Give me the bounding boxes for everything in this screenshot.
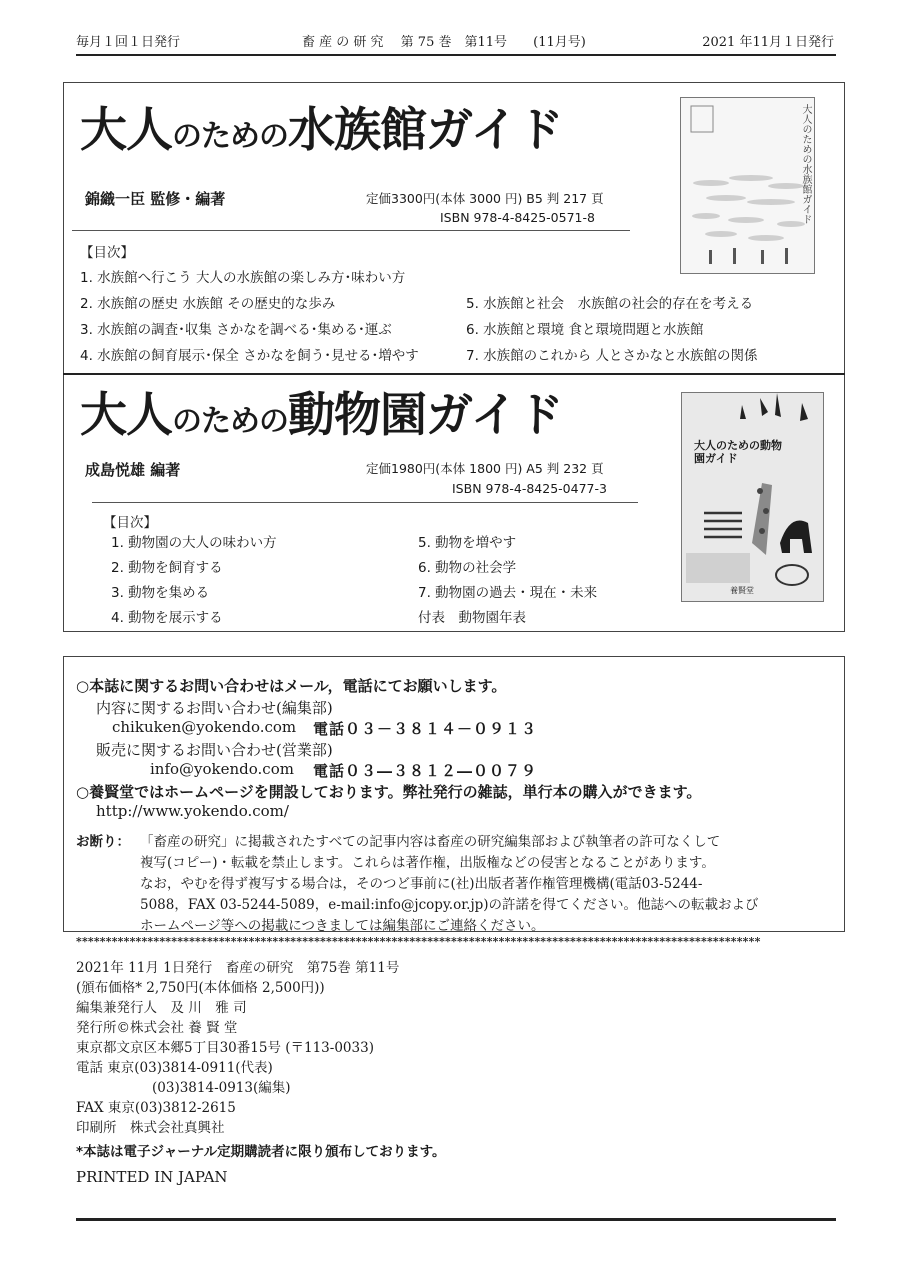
book2-toc-item: 5. 動物を増やす [418, 535, 517, 551]
book2-toc-item: 3. 動物を集める [111, 585, 210, 601]
book1-cover-image [680, 97, 815, 274]
colophon-editor: 編集兼発行人 及 川 雅 司 [76, 1000, 247, 1016]
colophon-price: (頒布価格* 2,750円(本体価格 2,500円)) [76, 980, 325, 996]
contact-editorial-label: 内容に関するお問い合わせ(編集部) [96, 699, 333, 717]
notice-line: 「畜産の研究」に掲載されたすべての記事内容は畜産の研究編集部および執筆者の許可なくして [140, 834, 721, 850]
colophon-tel: 電話 東京(03)3814-0911(代表) [76, 1060, 273, 1076]
book2-toc-item: 4. 動物を展示する [111, 610, 223, 626]
book1-isbn: ISBN 978-4-8425-0571-8 [440, 210, 595, 225]
colophon-subscriber-note: *本誌は電子ジャーナル定期購読者に限り頒布しております。 [76, 1144, 446, 1160]
book1-cover-title: 大人のための水族館ガイド [800, 104, 811, 224]
book2-price: 定価1980円(本体 1800 円) A5 判 232 頁 [366, 461, 604, 476]
contact-intro: ○本誌に関するお問い合わせはメール，電話にてお願いします。 [76, 677, 507, 695]
homepage-link[interactable]: http://www.yokendo.com/ [96, 802, 289, 820]
notice-line: ホームページ等への掲載につきましては編集部にご連絡ください。 [140, 918, 545, 934]
book1-toc-item: 3. 水族館の調査･収集 さかなを調べる･集める･運ぶ [80, 322, 392, 338]
notice-line: なお，やむを得ず複写する場合は，そのつど事前に(社)出版者著作権管理機構(電話03-5244- [140, 876, 703, 892]
header-journal [302, 31, 586, 50]
book2-divider [92, 502, 638, 503]
header-frequency: 毎月１回１日発行 [76, 35, 181, 50]
contact-editorial-email[interactable]: chikuken@yokendo.com [112, 718, 297, 736]
colophon-printer: 印刷所 株式会社真興社 [76, 1120, 225, 1136]
book1-toc-item: 7. 水族館のこれから 人とさかなと水族館の関係 [466, 348, 758, 364]
separator-stars: ******************************************************************************************************************* [76, 935, 761, 948]
book1-toc-item: 1. 水族館へ行こう 大人の水族館の楽しみ方･味わい方 [80, 270, 406, 286]
book2-cover-publisher: 養賢堂 [730, 586, 754, 595]
contact-sales-label: 販売に関するお問い合わせ(営業部) [96, 741, 333, 759]
book2-toc-label: 【目次】 [103, 515, 157, 531]
book2-cover-art [682, 393, 824, 602]
header-date: 2021 年11月１日発行 [702, 35, 834, 50]
colophon-issue: 2021年 11月 1日発行 畜産の研究 第75巻 第11号 [76, 960, 400, 976]
colophon-tel-editorial: (03)3814-0913(編集) [152, 1080, 291, 1096]
book1-toc-item: 2. 水族館の歴史 水族館 その歴史的な歩み [80, 296, 336, 312]
book1-toc-item: 4. 水族館の飼育展示･保全 さかなを飼う･見せる･増やす [80, 348, 419, 364]
contact-sales-email[interactable]: info@yokendo.com [150, 760, 294, 778]
contact-editorial-tel: 電話０３－３８１４－０９１３ [313, 720, 538, 738]
header-rule [76, 54, 836, 56]
book2-cover-title: 大人のための動物園ガイド [694, 439, 782, 465]
book2-toc-item: 7. 動物園の過去・現在・未来 [418, 585, 598, 601]
contact-sales-tel: 電話０３―３８１２―００７９ [313, 762, 538, 780]
header-journal-title: 畜 産 の 研 究 第 75 巻 第11号 [302, 35, 508, 50]
notice-line: 複写(コピー)・転載を禁止します。これらは著作権，出版権などの侵害となることがあります。 [140, 855, 715, 871]
book1-title-c: 水族館ガイド [288, 103, 563, 158]
book1-price: 定価3300円(本体 3000 円) B5 判 217 頁 [366, 191, 604, 206]
book2-title [80, 378, 563, 445]
header-issue: (11月号) [533, 35, 586, 50]
book2-editor: 成島悦雄 編著 [85, 461, 181, 479]
colophon-address: 東京都文京区本郷5丁目30番15号 (〒113-0033) [76, 1040, 374, 1056]
book-divider [63, 373, 845, 375]
book2-toc-item: 1. 動物園の大人の味わい方 [111, 535, 277, 551]
notice-label: お断り： [76, 834, 130, 850]
footer-rule [76, 1218, 836, 1221]
book1-title [80, 93, 563, 160]
book2-title-c: 動物園ガイド [288, 388, 563, 443]
book2-toc-item: 2. 動物を飼育する [111, 560, 223, 576]
book1-toc-item: 5. 水族館と社会 水族館の社会的存在を考える [466, 296, 754, 312]
book1-divider [72, 230, 630, 231]
book2-cover-image [681, 392, 824, 602]
colophon-printed: PRINTED IN JAPAN [76, 1168, 228, 1186]
book1-title-b: のための [172, 119, 288, 154]
book1-toc-label: 【目次】 [80, 245, 134, 261]
colophon-fax: FAX 東京(03)3812-2615 [76, 1100, 236, 1116]
book2-title-a: 大人 [80, 388, 172, 443]
contact-homepage-note: ○養賢堂ではホームページを開設しております。弊社発行の雑誌，単行本の購入ができます。 [76, 783, 702, 801]
book2-toc-item: 付表 動物園年表 [418, 610, 526, 626]
book2-toc-item: 6. 動物の社会学 [418, 560, 517, 576]
book2-isbn: ISBN 978-4-8425-0477-3 [452, 481, 607, 496]
book1-title-a: 大人 [80, 103, 172, 158]
book2-title-b: のための [172, 404, 288, 439]
book1-editor: 錦織一臣 監修・編著 [85, 190, 226, 208]
notice-line: 5088，FAX 03-5244-5089，e-mail:info@jcopy.or.jp)の許諾を得てください。他誌への転載および [140, 897, 759, 913]
book1-toc-item: 6. 水族館と環境 食と環境問題と水族館 [466, 322, 704, 338]
colophon-publisher: 発行所©株式会社 養 賢 堂 [76, 1020, 238, 1036]
